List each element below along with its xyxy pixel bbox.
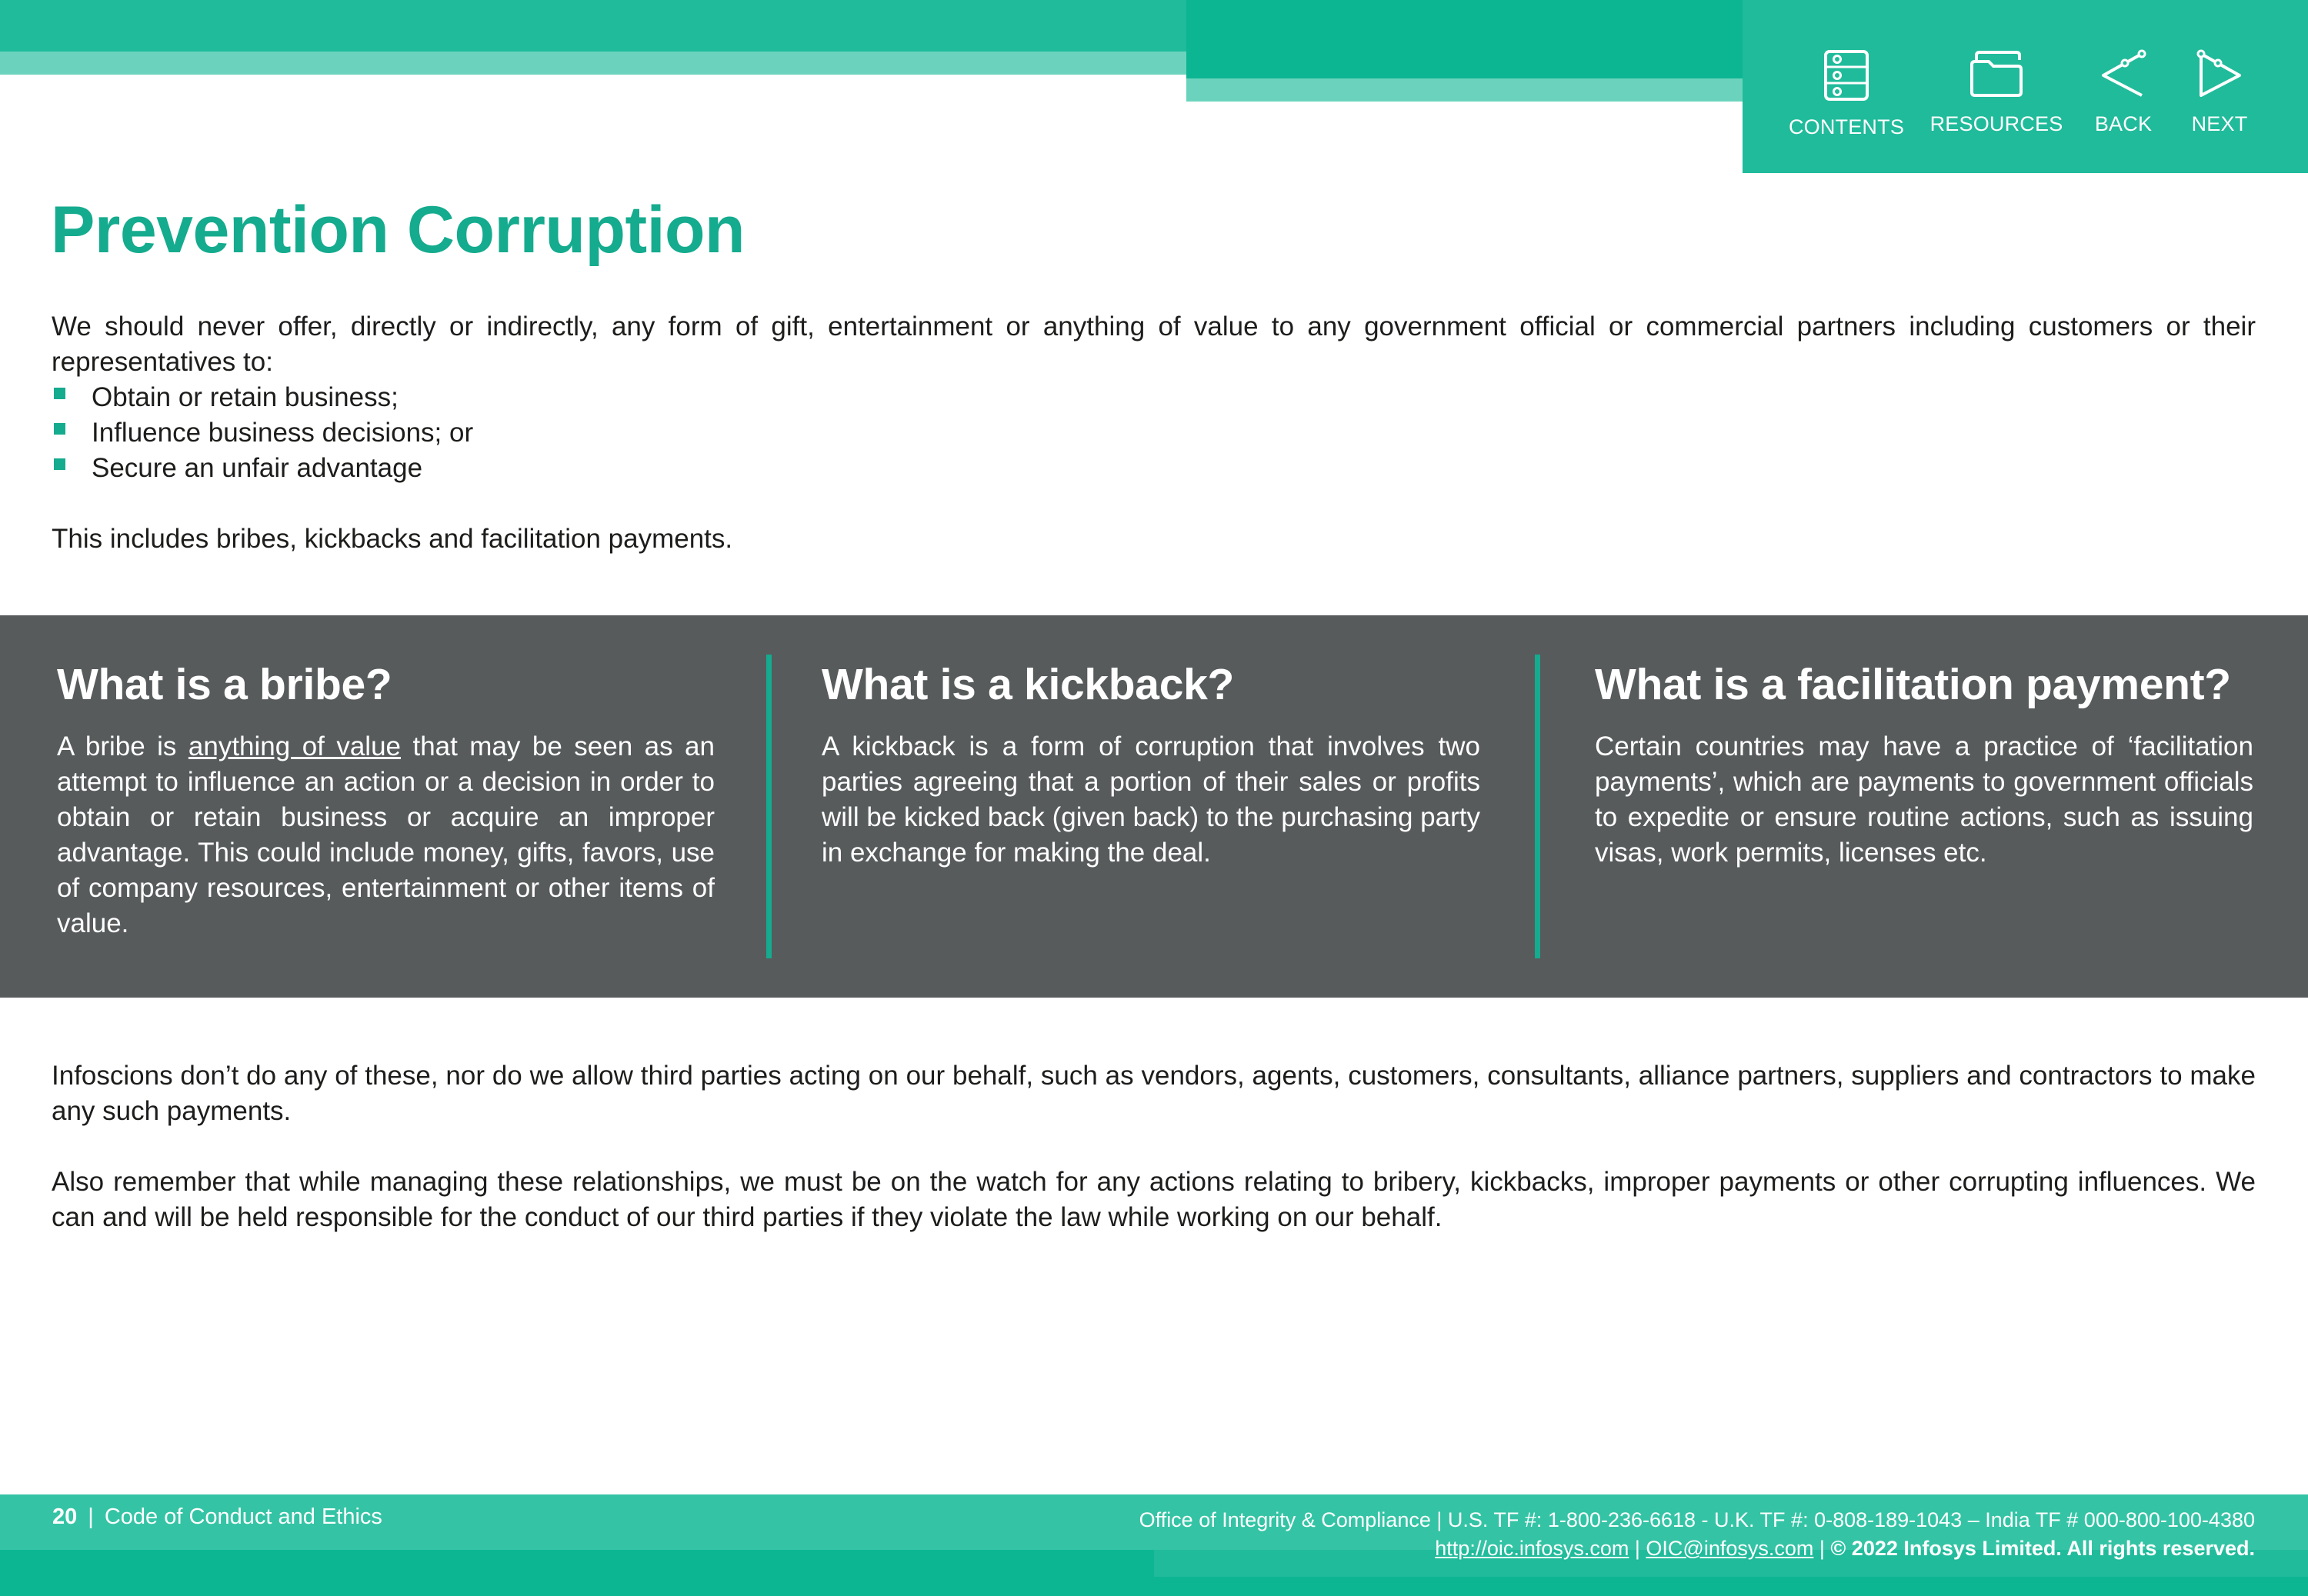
document-title: Code of Conduct and Ethics: [104, 1504, 382, 1529]
oic-website-link[interactable]: http://oic.infosys.com: [1435, 1537, 1629, 1560]
page-number: 20: [52, 1504, 78, 1529]
facilitation-heading: What is a facilitation payment?: [1595, 660, 2231, 709]
contents-button[interactable]: [1781, 49, 1912, 139]
back-arrow-icon: [2099, 49, 2148, 98]
header-band: [0, 0, 1189, 52]
list-item: Influence business decisions; or: [52, 415, 975, 451]
footer-links-line: [1139, 1534, 2255, 1563]
bribe-heading: What is a bribe?: [57, 660, 392, 709]
footer-band-dark: [0, 1550, 1154, 1596]
contents-icon: [1823, 49, 1869, 102]
footer-band-dark-right: [1154, 1577, 2308, 1596]
oic-email-link[interactable]: OIC@infosys.com: [1646, 1537, 1814, 1560]
contents-label: CONTENTS: [1788, 115, 1905, 138]
footer-contact: [1139, 1506, 2255, 1563]
folder-icon: [1969, 49, 2024, 98]
bribe-definition: [57, 652, 715, 941]
bullet-list: [52, 380, 975, 486]
header-band-light: [0, 52, 1189, 75]
column-divider: [766, 655, 772, 958]
third-parties-paragraph: Infoscions don’t do any of these, nor do we allow third parties acting on our behalf, such as vendors, agents, customers, consultants, alliance partners, suppliers and contractors to make any such payments.: [52, 1061, 2256, 1126]
office-contact-line: Office of Integrity & Compliance | U.S. TF #: 1-800-236-6618 - U.K. TF #: 0-808-189-1043 – India TF # 000-800-100-4380: [1139, 1508, 2255, 1531]
resources-button[interactable]: [1927, 49, 2066, 136]
back-button[interactable]: [2081, 49, 2166, 136]
list-item: Obtain or retain business;: [52, 380, 975, 415]
footer-pipe: |: [1629, 1537, 1646, 1560]
next-button[interactable]: [2181, 49, 2258, 136]
footer-pipe: |: [1813, 1537, 1831, 1560]
back-label: BACK: [2094, 112, 2153, 135]
facilitation-definition: [1595, 652, 2253, 871]
copyright-notice: © 2022 Infosys Limited. All rights reserved.: [1830, 1537, 2255, 1560]
definitions-band: [0, 615, 2308, 998]
anything-of-value-link[interactable]: anything of value: [188, 731, 402, 761]
kickback-definition: [822, 652, 1480, 871]
kickback-heading: What is a kickback?: [822, 660, 1235, 709]
bribe-text-start: A bribe is: [57, 731, 188, 761]
footer-page-info: [52, 1504, 382, 1530]
facilitation-text: Certain countries may have a practice of ‘facilitation payments’, which are payments to government officials to expedite or ensure routine actions, such as issuing visas, work permits, licenses etc.: [1595, 731, 2253, 868]
next-label: NEXT: [2191, 112, 2248, 135]
list-item: Secure an unfair advantage: [52, 451, 975, 486]
intro-paragraph: We should never offer, directly or indirectly, any form of gift, entertainment or anything of value to any government official or commercial partners including customers or their representatives to:: [52, 312, 2256, 377]
resources-label: RESOURCES: [1929, 112, 2063, 135]
bribe-text: [57, 729, 715, 941]
page-title: Prevention Corruption: [51, 193, 745, 267]
bribe-text-end: that may be seen as an attempt to influence an action or a decision in order to obtain or retain business or acquire an improper advantage. This could include money, gifts, favors, use of company resources, entertainment or other items of value.: [57, 731, 715, 938]
kickback-text: A kickback is a form of corruption that involves two parties agreeing that a portion of their sales or profits will be kicked back (given back) to the purchasing party in exchange for making the deal.: [822, 731, 1480, 868]
footer-separator: |: [88, 1504, 94, 1529]
responsibility-paragraph: Also remember that while managing these relationships, we must be on the watch for any actions relating to bribery, kickbacks, improper payments or other corrupting influences. We can and will be held responsible for the conduct of our third parties if they violate the law while working on our behalf.: [52, 1167, 2256, 1232]
includes-statement: This includes bribes, kickbacks and facilitation payments.: [52, 524, 733, 554]
column-divider: [1535, 655, 1540, 958]
next-arrow-icon: [2195, 49, 2244, 98]
